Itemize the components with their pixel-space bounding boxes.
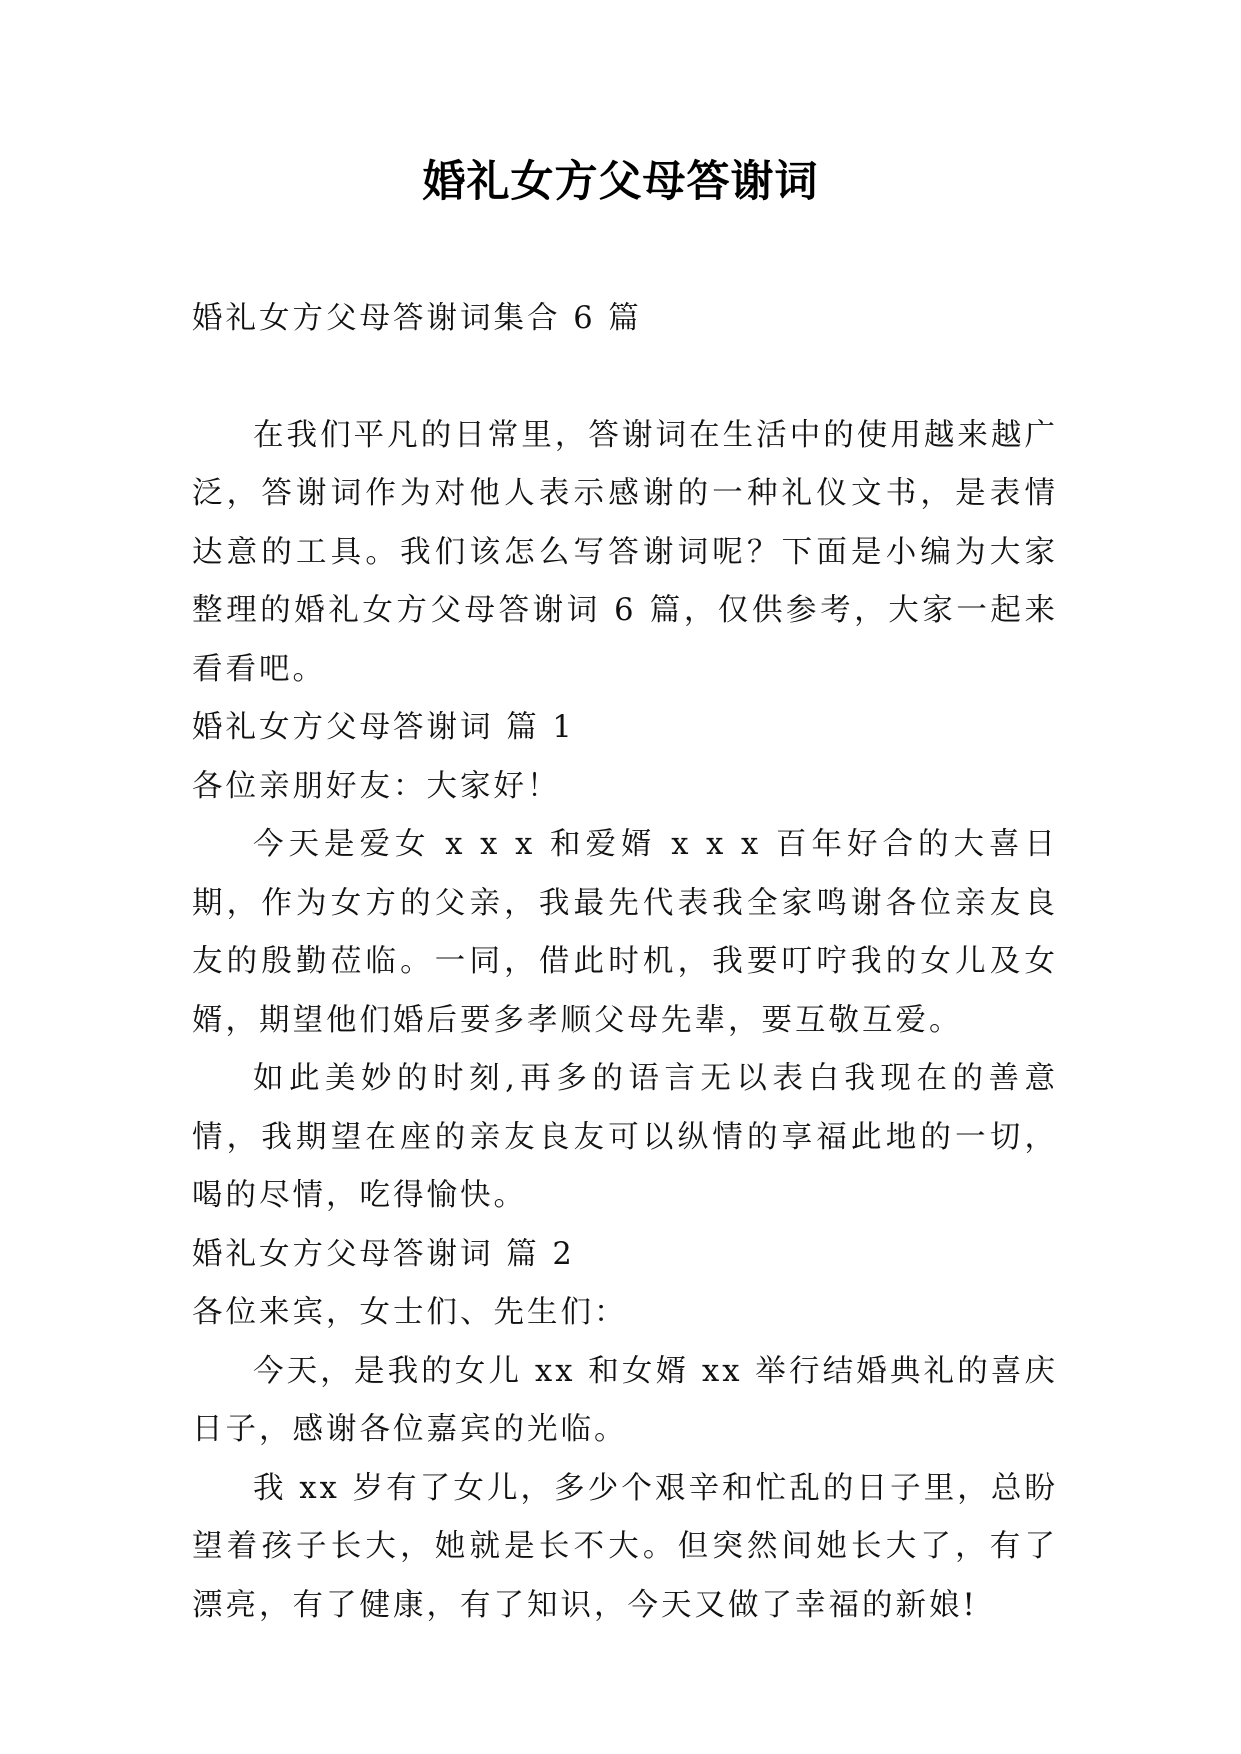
section-paragraph: 我 xx 岁有了女儿，多少个艰辛和忙乱的日子里，总盼望着孩子长大，她就是长不大。但突然间她长大了，有了漂亮，有了健康，有了知识，今天又做了幸福的新娘!	[192, 1470, 1058, 1623]
section-heading: 婚礼女方父母答谢词 篇 1	[192, 710, 575, 745]
document-body	[192, 290, 1058, 1635]
section-heading: 婚礼女方父母答谢词 篇 2	[192, 1236, 575, 1272]
section-greeting: 各位亲朋好友：大家好！	[192, 768, 561, 804]
section-paragraph: 今天是爱女 x x x 和爱婿 x x x 百年好合的大喜日期，作为女方的父亲，我最先代表我全家鸣谢各位亲友良友的殷勤莅临。一同，借此时机，我要叮咛我的女儿及女婿，期望他们婚后要多孝顺父母先辈，要互敬互爱。	[192, 827, 1058, 1038]
section-paragraph: 如此美妙的时刻,再多的语言无以表白我现在的善意情，我期望在座的亲友良友可以纵情的享福此地的一切，喝的尽情，吃得愉快。	[192, 1061, 1058, 1213]
document-subtitle: 婚礼女方父母答谢词集合 6 篇	[192, 301, 642, 336]
section-greeting: 各位来宾，女士们、先生们：	[192, 1295, 628, 1330]
intro-paragraph: 在我们平凡的日常里，答谢词在生活中的使用越来越广泛，答谢词作为对他人表示感谢的一种礼仪文书，是表情达意的工具。我们该怎么写答谢词呢？下面是小编为大家整理的婚礼女方父母答谢词 6 篇，仅供参考，大家一起来看看吧。	[192, 417, 1058, 687]
section-paragraph: 今天，是我的女儿 xx 和女婿 xx 举行结婚典礼的喜庆日子，感谢各位嘉宾的光临。	[192, 1353, 1058, 1447]
document-title: 婚礼女方父母答谢词	[422, 157, 819, 207]
